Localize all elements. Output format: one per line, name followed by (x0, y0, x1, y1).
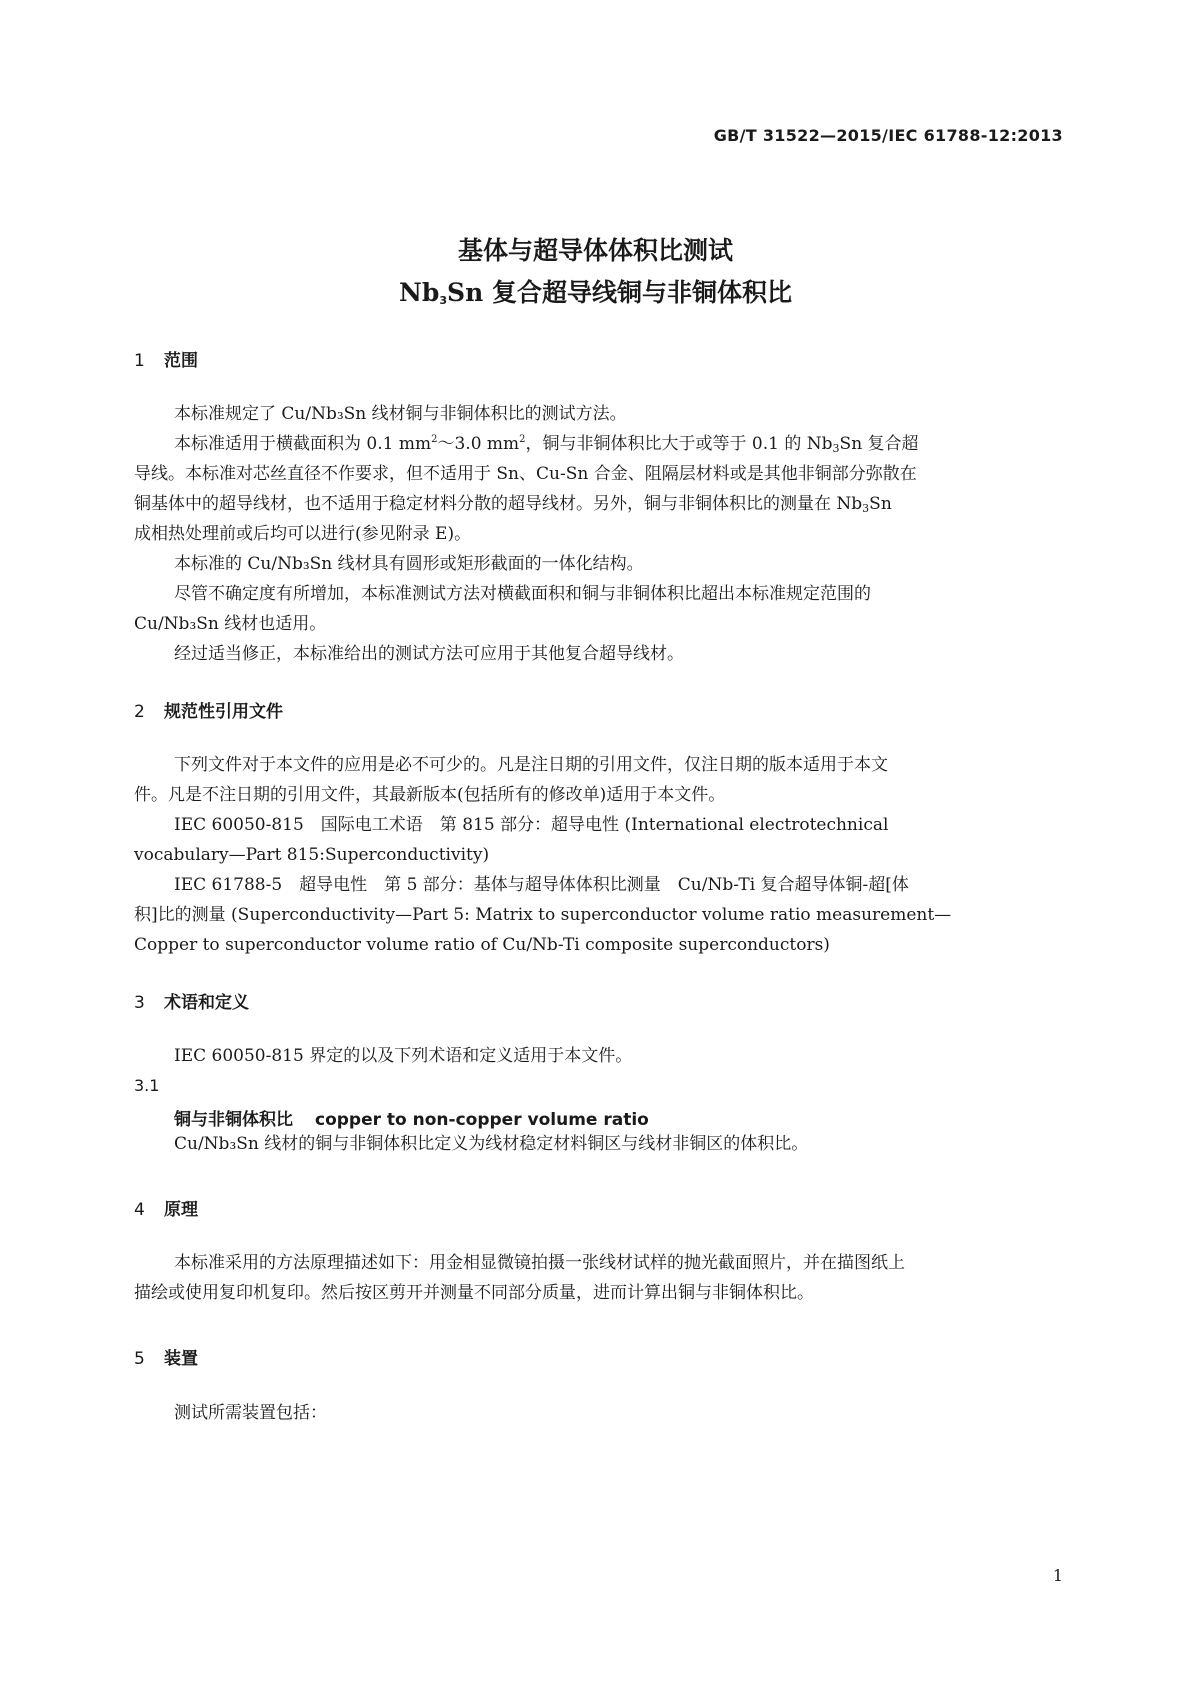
s1-paragraph-1: 本标准规定了 Cu/Nb₃Sn 线材铜与非铜体积比的测试方法。 (174, 404, 627, 424)
section-number: 2 (134, 702, 145, 722)
subclause-number: 3.1 (134, 1076, 160, 1095)
text: Sn 复合超 (839, 434, 919, 454)
s1-paragraph-4-line-2: Cu/Nb₃Sn 线材也适用。 (134, 614, 327, 634)
s4-paragraph-1-line-2: 描绘或使用复印机复印。然后按区剪开并测量不同部分质量，进而计算出铜与非铜体积比。 (134, 1283, 814, 1303)
title-rest: 复合超导线铜与非铜体积比 (483, 278, 792, 307)
section-2-heading (134, 697, 283, 722)
term-line (174, 1105, 649, 1130)
term-definition: Cu/Nb₃Sn 线材的铜与非铜体积比定义为线材稳定材料铜区与线材非铜区的体积比。 (174, 1134, 809, 1154)
subscript: 3 (862, 502, 870, 515)
standard-code: GB/T 31522—2015/IEC 61788-12:2013 (713, 126, 1063, 145)
s3-paragraph-1: IEC 60050-815 界定的以及下列术语和定义适用于本文件。 (174, 1046, 633, 1066)
s1-paragraph-2-line-2: 导线。本标准对芯丝直径不作要求，但不适用于 Sn、Cu-Sn 合金、阻隔层材料或是其他非铜部分弥散在 (134, 464, 917, 484)
title-subscript: 3 (439, 294, 448, 307)
s2-paragraph-1-line-1: 下列文件对于本文件的应用是必不可少的。凡是注日期的引用文件，仅注日期的版本适用于本文 (174, 755, 888, 775)
section-number: 4 (134, 1200, 145, 1220)
section-number: 1 (134, 351, 145, 371)
superscript: 2 (431, 434, 438, 445)
section-5-heading (134, 1344, 198, 1369)
section-title: 原理 (164, 1200, 198, 1220)
page-number: 1 (1052, 1566, 1063, 1585)
s1-paragraph-2-line-4: 成相热处理前或后均可以进行(参见附录 E)。 (134, 524, 472, 544)
s1-paragraph-2-line-3 (134, 489, 1054, 519)
section-title: 装置 (164, 1349, 198, 1369)
section-number: 3 (134, 993, 145, 1013)
text: 本标准适用于横截面积为 0.1 mm (174, 434, 432, 454)
s4-paragraph-1-line-1: 本标准采用的方法原理描述如下：用金相显微镜拍摄一张线材试样的抛光截面照片，并在描图纸上 (174, 1253, 905, 1273)
section-title: 规范性引用文件 (164, 702, 283, 722)
superscript: 2 (519, 434, 526, 445)
term-english: copper to non-copper volume ratio (315, 1110, 649, 1130)
s1-paragraph-3: 本标准的 Cu/Nb₃Sn 线材具有圆形或矩形截面的一体化结构。 (174, 554, 644, 574)
s5-paragraph-1: 测试所需装置包括： (174, 1403, 327, 1423)
title-line-2 (0, 273, 1191, 309)
section-3-heading (134, 988, 249, 1013)
title-nb: Nb (399, 278, 440, 307)
s2-paragraph-1-line-2: 件。凡是不注日期的引用文件，其最新版本(包括所有的修改单)适用于本文件。 (134, 785, 726, 805)
title-line-1: 基体与超导体体积比测试 (457, 236, 733, 265)
section-1-heading (134, 346, 198, 371)
term-chinese: 铜与非铜体积比 (174, 1110, 293, 1130)
s1-paragraph-2-line-1 (134, 429, 1094, 459)
section-title: 术语和定义 (164, 993, 249, 1013)
text: Sn (869, 494, 892, 514)
s1-paragraph-4-line-1: 尽管不确定度有所增加，本标准测试方法对横截面积和铜与非铜体积比超出本标准规定范围的 (174, 584, 871, 604)
reference-2-line-1: IEC 61788-5 超导电性 第 5 部分：基体与超导体体积比测量 Cu/Nb-Ti 复合超导体铜-超[体 (174, 875, 909, 895)
reference-1-line-2: vocabulary—Part 815:Superconductivity) (134, 845, 490, 865)
reference-2-line-3: Copper to superconductor volume ratio of Cu/Nb-Ti composite superconductors) (134, 935, 830, 955)
title-sn: Sn (447, 278, 484, 307)
section-4-heading (134, 1195, 198, 1220)
text: ，铜与非铜体积比大于或等于 0.1 的 Nb (525, 434, 833, 454)
text: 铜基体中的超导线材，也不适用于稳定材料分散的超导线材。另外，铜与非铜体积比的测量在 Nb (134, 494, 863, 514)
reference-1-line-1: IEC 60050-815 国际电工术语 第 815 部分：超导电性 (International electrotechnical (174, 815, 889, 835)
reference-2-line-2: 积]比的测量 (Superconductivity—Part 5: Matrix to superconductor volume ratio measurement— (134, 905, 952, 925)
section-number: 5 (134, 1349, 145, 1369)
s1-paragraph-5: 经过适当修正，本标准给出的测试方法可应用于其他复合超导线材。 (174, 644, 684, 664)
subscript: 3 (832, 442, 840, 455)
text: ～3.0 mm (437, 434, 520, 454)
section-title: 范围 (164, 351, 198, 371)
